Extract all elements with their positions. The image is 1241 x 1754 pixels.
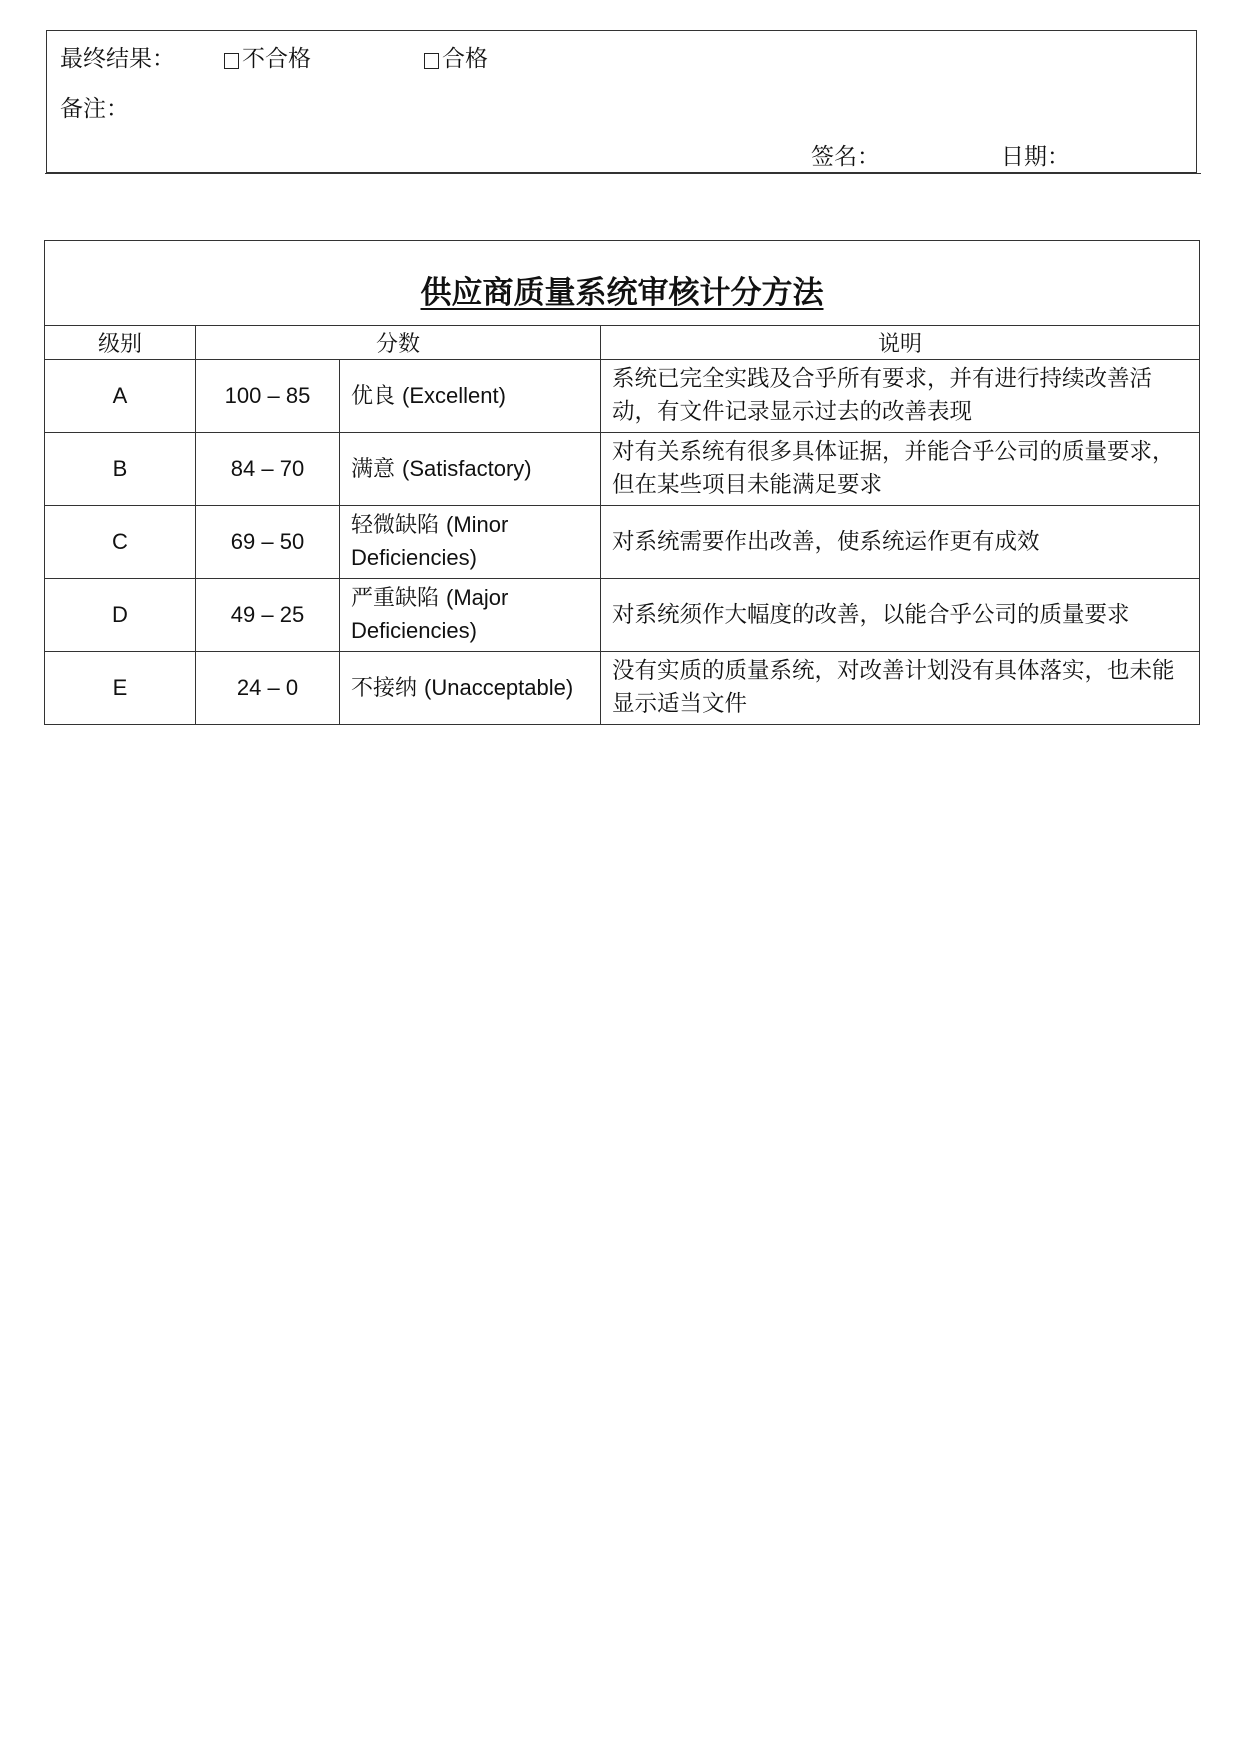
grade-cell: A	[45, 360, 196, 433]
description-cell: 系统已完全实践及合乎所有要求，并有进行持续改善活动，有文件记录显示过去的改善表现	[601, 360, 1200, 433]
table-row	[45, 360, 1200, 433]
description-cell: 对系统需要作出改善，使系统运作更有成效	[601, 506, 1200, 579]
table-title-cell	[45, 241, 1200, 326]
score-range-cell: 69 – 50	[196, 506, 340, 579]
score-range-cell: 84 – 70	[196, 433, 340, 506]
header-score: 分数	[196, 326, 601, 360]
score-range-cell: 24 – 0	[196, 652, 340, 725]
result-box-bottom-rule	[45, 173, 1201, 174]
pass-option[interactable]	[424, 48, 488, 71]
remark-label: 备注：	[60, 96, 129, 122]
grade-cell: B	[45, 433, 196, 506]
level-en: (Minor Deficiencies)	[351, 512, 509, 570]
final-result-label: 最终结果：	[60, 46, 175, 72]
level-cn: 不接纳	[351, 675, 418, 701]
level-en: (Satisfactory)	[402, 455, 532, 481]
scoring-method-table	[44, 240, 1200, 725]
level-en: (Major Deficiencies)	[351, 585, 509, 643]
final-result-box	[46, 30, 1197, 173]
level-cell	[340, 652, 601, 725]
level-en: (Unacceptable)	[424, 674, 574, 700]
level-cell	[340, 360, 601, 433]
level-cn: 轻微缺陷	[351, 513, 440, 538]
grade-cell: E	[45, 652, 196, 725]
table-row	[45, 433, 1200, 506]
description-cell: 对系统须作大幅度的改善，以能合乎公司的质量要求	[601, 579, 1200, 652]
header-grade: 级别	[45, 326, 196, 360]
level-cell	[340, 579, 601, 652]
level-en: (Excellent)	[402, 382, 506, 408]
table-title: 供应商质量系统审核计分方法	[420, 274, 824, 311]
level-cn: 满意	[351, 456, 396, 482]
pass-option-label: 合格	[442, 46, 488, 72]
grade-cell: C	[45, 506, 196, 579]
fail-checkbox[interactable]	[224, 53, 239, 69]
fail-option[interactable]	[224, 48, 311, 71]
header-description: 说明	[601, 326, 1200, 360]
description-cell: 没有实质的质量系统，对改善计划没有具体落实，也未能显示适当文件	[601, 652, 1200, 725]
table-row	[45, 652, 1200, 725]
table-row	[45, 506, 1200, 579]
fail-option-label: 不合格	[242, 46, 311, 72]
signature-label: 签名：	[811, 144, 880, 170]
date-label: 日期：	[1001, 144, 1070, 170]
level-cn: 优良	[351, 383, 396, 409]
level-cell	[340, 433, 601, 506]
level-cn: 严重缺陷	[351, 586, 440, 611]
description-cell: 对有关系统有很多具体证据，并能合乎公司的质量要求，但在某些项目未能满足要求	[601, 433, 1200, 506]
table-row	[45, 579, 1200, 652]
score-range-cell: 100 – 85	[196, 360, 340, 433]
score-range-cell: 49 – 25	[196, 579, 340, 652]
level-cell	[340, 506, 601, 579]
grade-cell: D	[45, 579, 196, 652]
pass-checkbox[interactable]	[424, 53, 439, 69]
